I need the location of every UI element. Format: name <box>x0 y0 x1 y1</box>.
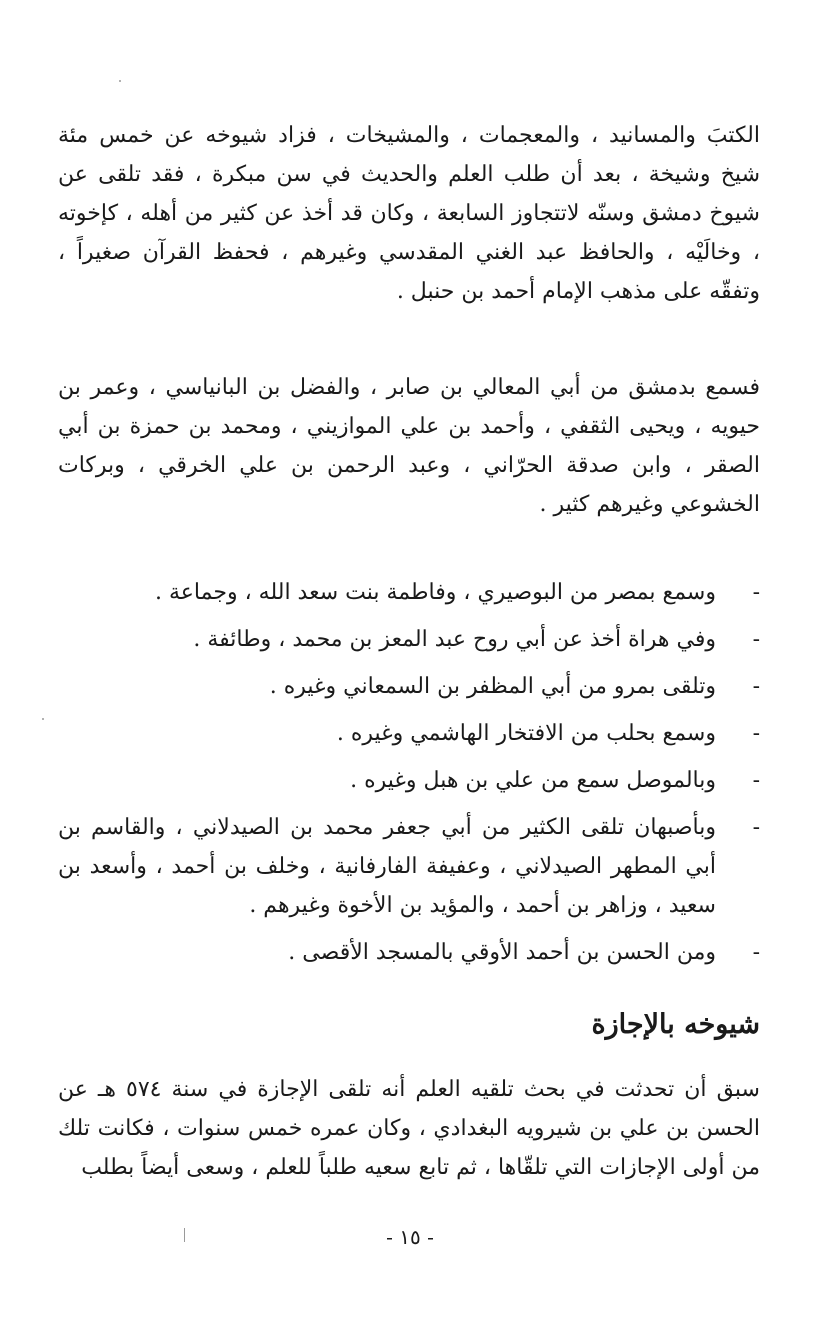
list-item-aleppo <box>58 714 760 753</box>
list-item-mosul <box>58 761 760 800</box>
list-item-egypt <box>58 573 760 612</box>
cities-teachers-list <box>58 573 760 980</box>
bullet-dash: - <box>752 815 760 840</box>
section-heading: شيوخه بالإجازة <box>591 1009 760 1040</box>
list-item-merv <box>58 667 760 706</box>
bullet-dash: - <box>752 674 760 699</box>
bullet-dash: - <box>752 580 760 605</box>
bullet-dash: - <box>752 721 760 746</box>
scan-speck <box>42 718 44 720</box>
scan-speck <box>184 1228 185 1242</box>
list-item-text: وبأصبهان تلقى الكثير من أبي جعفر محمد بن الصيدلاني ، والقاسم بن أبي المطهر الصيدلاني ، وعفيفة الفارفانية ، وخلف بن أحمد ، وأسعد بن سعيد ، وزاهر بن أحمد ، والمؤيد بن الأخوة وغيرهم . <box>58 815 716 918</box>
scan-speck <box>119 80 121 82</box>
paragraph-teachers-overview: الكتبَ والمسانيد ، والمعجمات ، والمشيخات ، فزاد شيوخه عن خمس مئة شيخ وشيخة ، بعد أن طلب العلم والحديث في سن مبكرة ، فقد تلقى عن شيوخ دمشق وسنّه لاتتجاوز السابعة ، وكان قد أخذ عن كثير من أهله ، كإخوته ، وخالَيْه ، والحافظ عبد الغني المقدسي وغيرهم ، فحفظ القرآن صغيراً ، وتفقّه على مذهب الإمام أحمد بن حنبل . <box>58 123 760 304</box>
list-item-text: وسمع بمصر من البوصيري ، وفاطمة بنت سعد الله ، وجماعة . <box>155 580 716 605</box>
bullet-dash: - <box>752 768 760 793</box>
list-item-text: وتلقى بمرو من أبي المظفر بن السمعاني وغيره . <box>269 674 716 699</box>
bullet-dash: - <box>752 940 760 965</box>
list-item-herat <box>58 620 760 659</box>
paragraph-damascus-teachers: فسمع بدمشق من أبي المعالي بن صابر ، والفضل بن البانياسي ، وعمر بن حيويه ، ويحيى الثقفي ، وأحمد بن علي الموازيني ، ومحمد بن حمزة بن أبي الصقر ، وابن صدقة الحرّاني ، وعبد الرحمن بن علي الخرقي ، وبركات الخشوعي وغيرهم كثير . <box>58 375 760 517</box>
list-item-text: وفي هراة أخذ عن أبي روح عبد المعز بن محمد ، وطائفة . <box>193 627 716 652</box>
list-item-text: ومن الحسن بن أحمد الأوقي بالمسجد الأقصى . <box>288 940 716 965</box>
list-item-al-aqsa <box>58 933 760 972</box>
list-item-text: وسمع بحلب من الافتخار الهاشمي وغيره . <box>336 721 716 746</box>
paragraph-ijaza: سبق أن تحدثت في بحث تلقيه العلم أنه تلقى الإجازة في سنة ٥٧٤ هـ عن الحسن بن علي بن شيرويه البغدادي ، وكان عمره خمس سنوات ، فكانت تلك من أولى الإجازات التي تلقّاها ، ثم تابع سعيه طلباً للعلم ، وسعى أيضاً بطلب <box>58 1077 760 1180</box>
list-item-text: وبالموصل سمع من علي بن هبل وغيره . <box>350 768 716 793</box>
list-item-isfahan <box>58 808 760 925</box>
page-number: - ١٥ - <box>386 1225 434 1249</box>
bullet-dash: - <box>752 627 760 652</box>
